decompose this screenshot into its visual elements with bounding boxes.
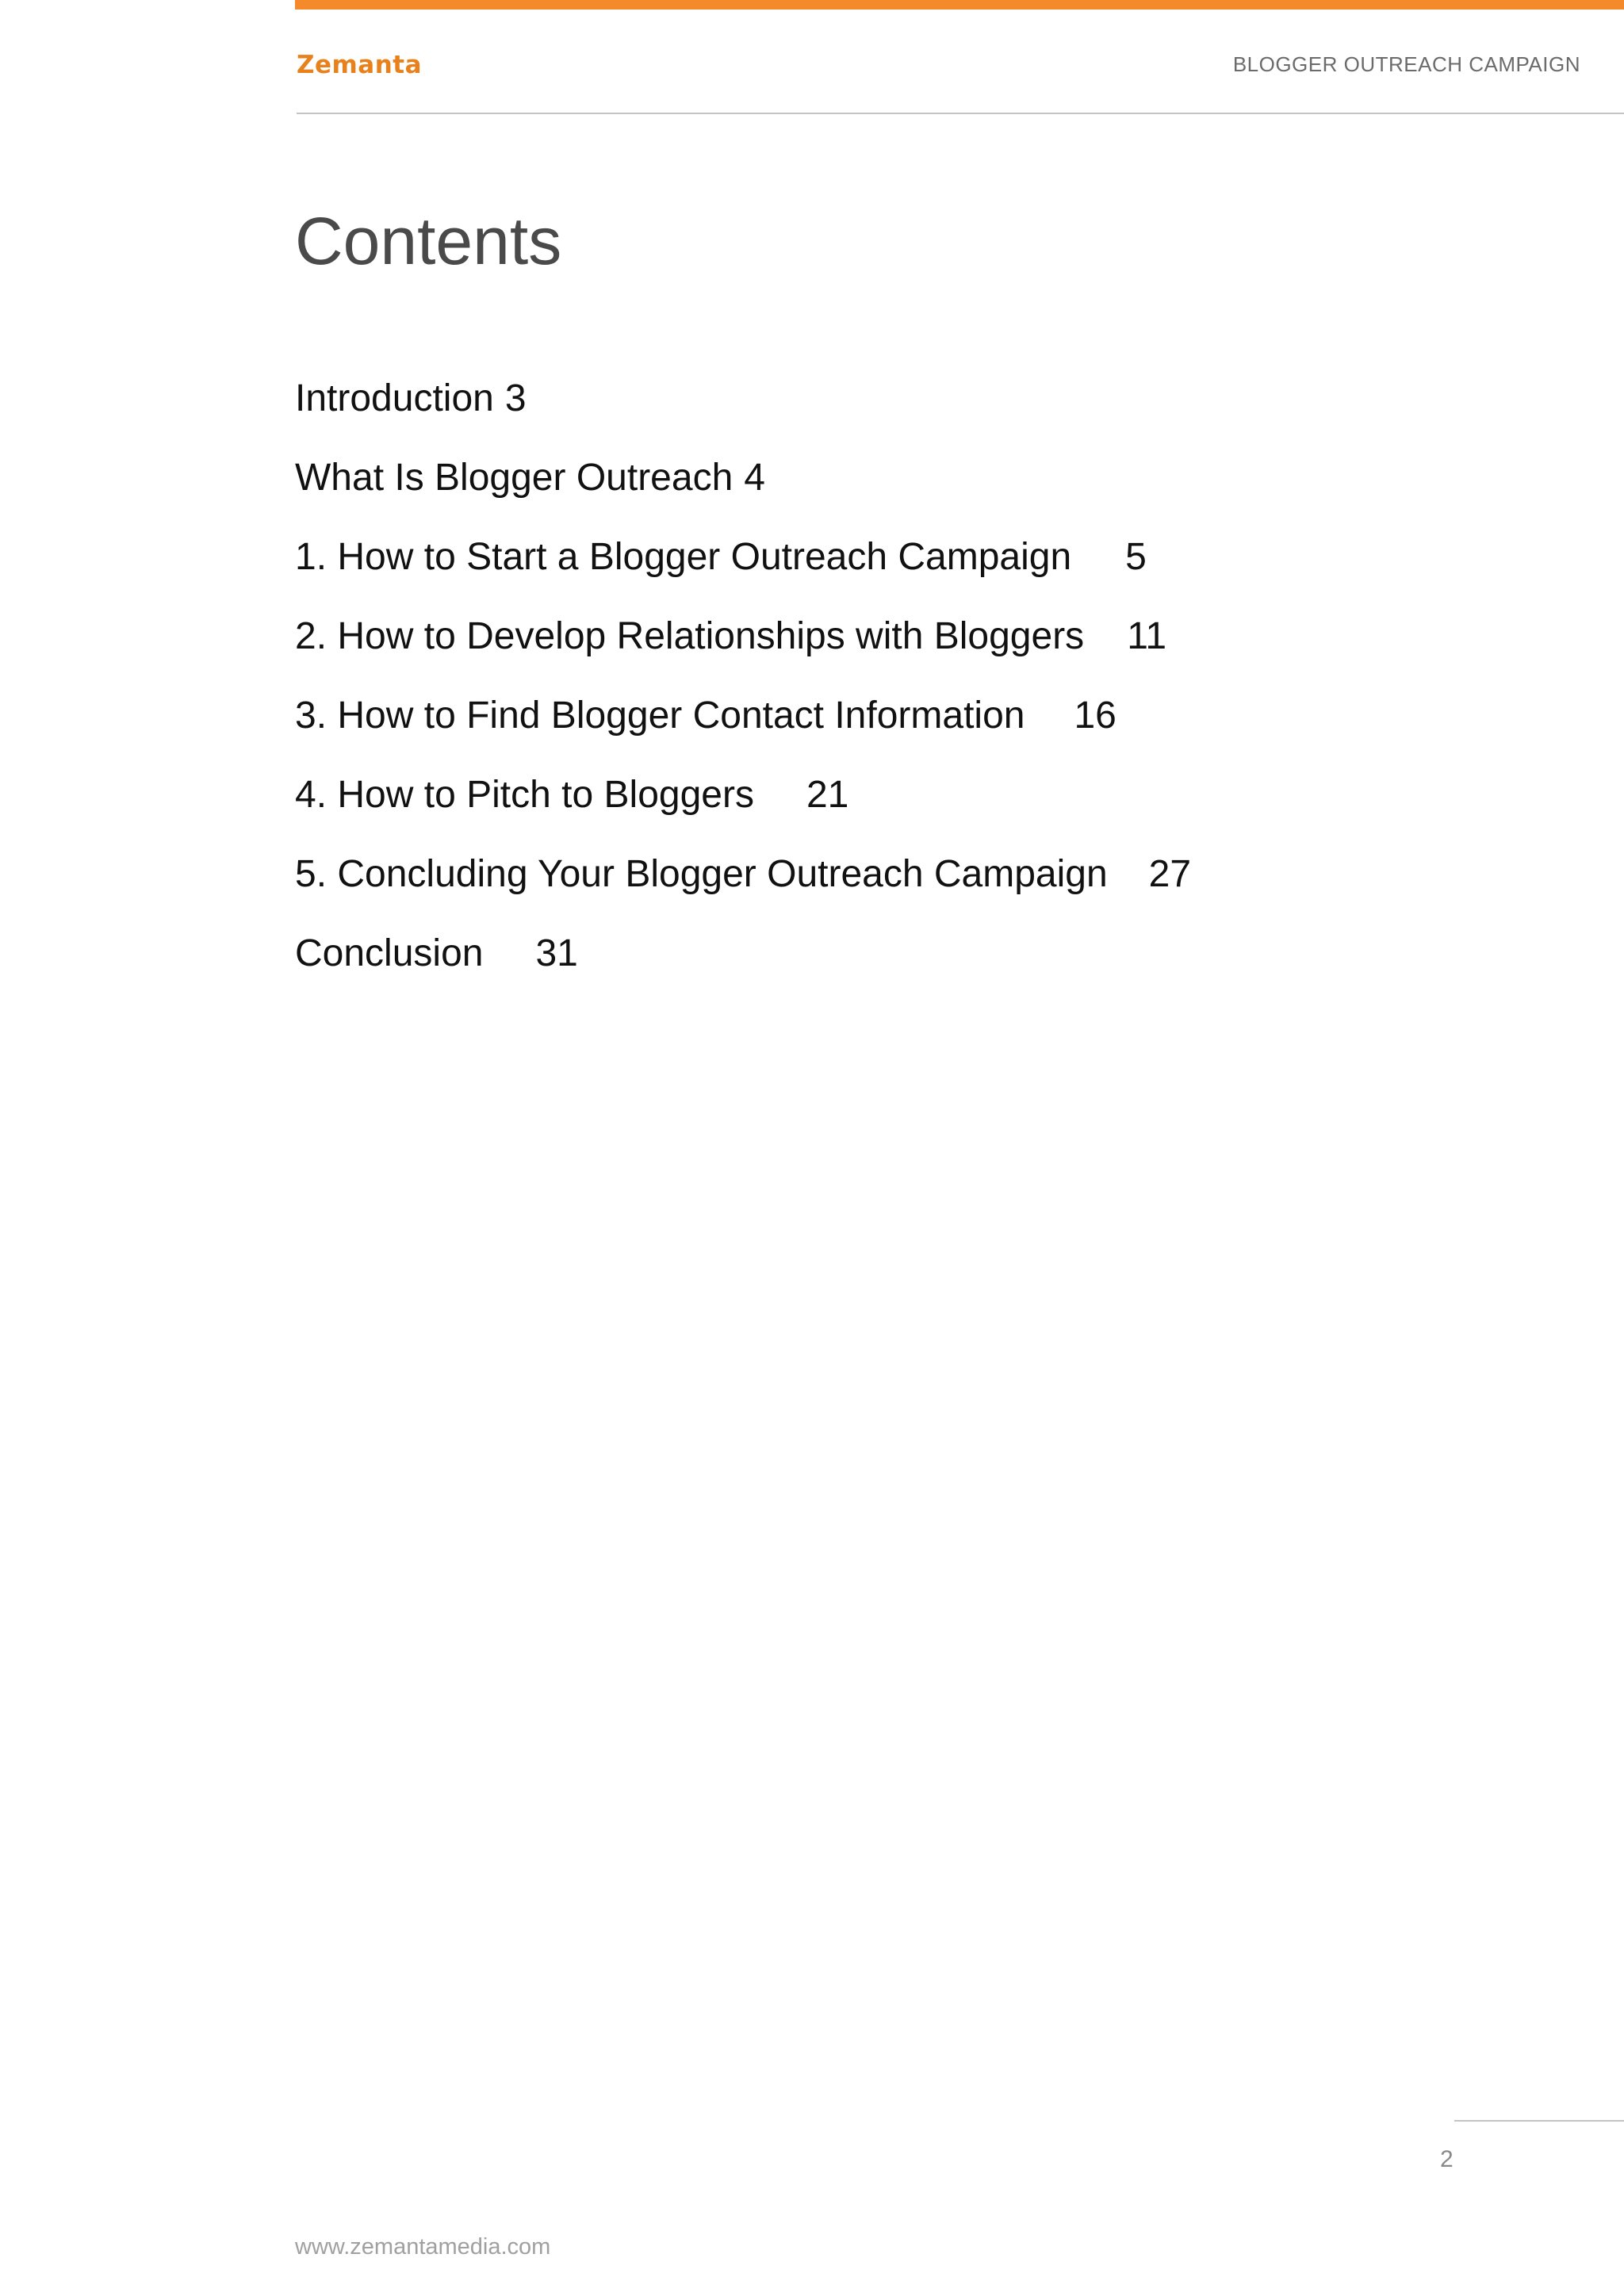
- page-number: 2: [1440, 2146, 1454, 2172]
- toc-entry-label: 2. How to Develop Relationships with Bloggers: [295, 615, 1085, 657]
- toc-entry-introduction[interactable]: [295, 373, 1191, 452]
- toc-entry-page: 3: [504, 377, 527, 419]
- toc-entry-page: 5: [1125, 536, 1147, 578]
- toc-entry-page: 27: [1148, 853, 1192, 895]
- toc-entry-page: 21: [806, 774, 849, 816]
- toc-entry-label: What Is Blogger Outreach: [295, 457, 733, 499]
- page-title: Contents: [295, 204, 562, 278]
- toc-entry-page: 31: [535, 932, 578, 974]
- toc-entry-page: 16: [1074, 695, 1116, 737]
- toc-entry-develop-relationships[interactable]: [295, 610, 1191, 690]
- footer-website-link[interactable]: www.zemantamedia.com: [295, 2234, 551, 2260]
- toc-entry-label: 3. How to Find Blogger Contact Information: [295, 695, 1025, 737]
- header-divider: [297, 113, 1624, 114]
- document-label: BLOGGER OUTREACH CAMPAIGN: [1232, 52, 1580, 76]
- toc-entry-label: 4. How to Pitch to Bloggers: [295, 774, 754, 816]
- toc-entry-page: 4: [744, 457, 765, 499]
- toc-entry-label: Conclusion: [295, 932, 484, 974]
- toc-entry-label: 1. How to Start a Blogger Outreach Campaign: [295, 536, 1072, 578]
- toc-entry-find-contact-information[interactable]: [295, 690, 1191, 769]
- top-accent-bar: [295, 0, 1624, 10]
- toc-entry-label: 5. Concluding Your Blogger Outreach Campaign: [295, 853, 1108, 895]
- toc-entry-what-is-blogger-outreach[interactable]: [295, 452, 1191, 531]
- toc-entry-label: Introduction: [295, 377, 494, 419]
- toc-entry-start-campaign[interactable]: [295, 531, 1191, 610]
- toc-entry-pitch-to-bloggers[interactable]: [295, 769, 1191, 848]
- brand-logo: Zemanta: [297, 51, 423, 79]
- toc-entry-concluding-campaign[interactable]: [295, 848, 1191, 928]
- toc-entry-page: 11: [1127, 615, 1167, 657]
- toc-entry-conclusion[interactable]: [295, 928, 1191, 1007]
- table-of-contents: [295, 373, 1191, 1007]
- footer-divider: [1454, 2120, 1624, 2122]
